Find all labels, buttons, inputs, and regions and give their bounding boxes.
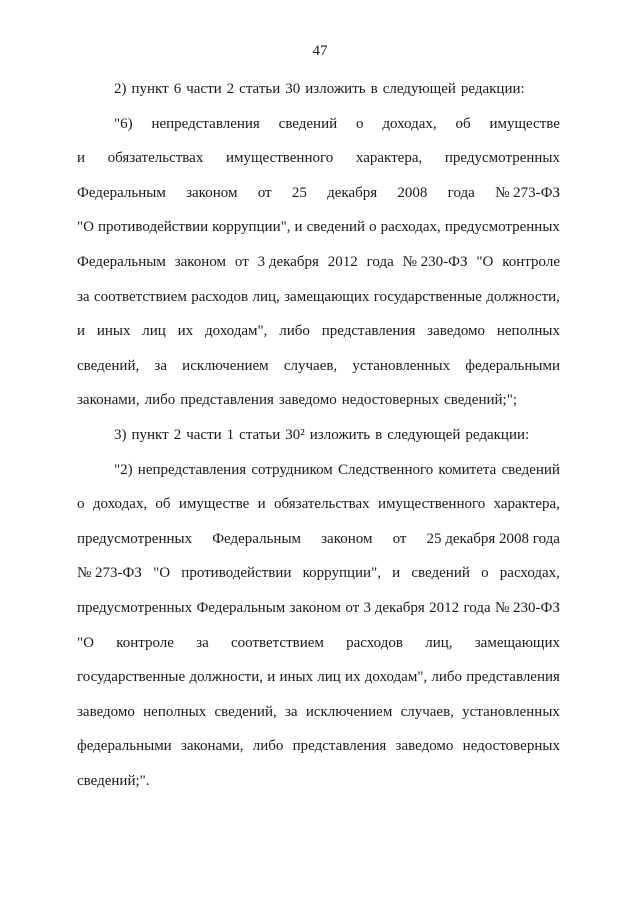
word: за (77, 288, 90, 305)
word: обязательствах (107, 150, 204, 167)
paragraph-item2 (77, 72, 560, 107)
word: либо (252, 738, 284, 755)
text-line (77, 522, 560, 557)
word: неполных (496, 323, 560, 340)
word: расходах, (380, 219, 441, 236)
word: пункт (131, 426, 169, 443)
word: "6) (114, 115, 133, 132)
text-line (77, 729, 560, 764)
text-line (77, 556, 560, 591)
text-line (77, 383, 560, 418)
word: "О (476, 253, 494, 270)
word: предусмотренных (77, 599, 193, 616)
word: № 273-ФЗ (495, 184, 560, 201)
word: в (370, 81, 378, 97)
text-line (77, 349, 560, 384)
text-line (77, 314, 560, 349)
word: расходов (346, 634, 403, 651)
text-line (77, 72, 560, 107)
word: характера, (355, 150, 423, 167)
word: сведений (306, 219, 366, 236)
word: и (294, 219, 303, 236)
word: и (77, 323, 86, 340)
word: редакции: (465, 426, 530, 443)
word: доходах, (382, 115, 437, 132)
word: редакции: (460, 81, 525, 97)
word: Федеральным (77, 253, 166, 270)
word: установленных (462, 703, 560, 720)
word: сведений (501, 461, 560, 478)
word: должности, (189, 669, 264, 686)
word: их (177, 323, 194, 340)
text-line (77, 280, 560, 315)
word: 3 декабря (257, 253, 319, 270)
word: имуществе (178, 496, 250, 513)
word: представления (292, 738, 387, 755)
word: декабря (327, 184, 378, 201)
word: 25 (291, 184, 307, 201)
word: следующей (387, 426, 461, 443)
word: статьи (239, 426, 281, 443)
word: замещающих (474, 634, 560, 651)
word: заведомо (395, 738, 454, 755)
word: законами, (180, 738, 244, 755)
word: иных (279, 669, 314, 686)
word: недостоверных (462, 738, 560, 755)
word: либо (279, 323, 310, 340)
word: расходов (191, 288, 249, 305)
word: обязательствах (274, 496, 370, 513)
word: № 230-ФЗ (402, 253, 468, 270)
word: государственные (373, 288, 482, 305)
word: иных (96, 323, 131, 340)
word: статьи (239, 81, 281, 97)
text-line (77, 245, 560, 280)
word: непредставления (137, 461, 247, 478)
word: законом (321, 530, 373, 547)
word: исключением (182, 357, 269, 374)
word: "О (153, 565, 171, 582)
word: и (267, 669, 276, 686)
word: об (455, 115, 471, 132)
word: 2 (173, 426, 182, 443)
word: случаев, (400, 703, 454, 720)
word: 2) (114, 81, 127, 97)
word: лиц, (425, 634, 453, 651)
word: сведений, (77, 357, 140, 374)
word: непредставления (151, 115, 260, 132)
text-line (77, 107, 560, 142)
word: сведений (278, 115, 338, 132)
word: и (77, 150, 86, 167)
word: заведомо (278, 392, 337, 409)
word: "О (77, 219, 94, 236)
word: законами, (77, 392, 140, 409)
word: от (257, 184, 272, 201)
word: и (257, 496, 266, 513)
text-line (77, 695, 560, 730)
word: заведомо (77, 703, 135, 720)
text-line (77, 626, 560, 661)
word: государственные (77, 669, 186, 686)
word: их (345, 669, 361, 686)
word: недостоверных (341, 392, 440, 409)
word: о (355, 115, 364, 132)
word: имущественного (225, 150, 334, 167)
word: случаев, (283, 357, 338, 374)
text-line (77, 418, 560, 453)
word: имущественного (377, 496, 486, 513)
word: Федеральным (196, 599, 286, 616)
word: должности, (486, 288, 560, 305)
word: контроле (116, 634, 174, 651)
word: от (234, 253, 249, 270)
word: либо (431, 669, 463, 686)
word: представления (180, 392, 274, 409)
word: и (392, 565, 401, 582)
word: представления (321, 323, 416, 340)
word: законом (289, 599, 341, 616)
word: за (284, 703, 298, 720)
word: 6 (173, 81, 182, 97)
word: предусмотренных (444, 150, 560, 167)
paragraph-item2-text (77, 107, 560, 418)
word: законом (186, 184, 238, 201)
word: доходам", (364, 669, 428, 686)
word: предусмотренных (77, 530, 193, 547)
paragraph-item3-text (77, 453, 560, 799)
word: федеральными (77, 738, 172, 755)
word: характера, (493, 496, 560, 513)
word: имуществе (489, 115, 560, 132)
word: сведений;". (77, 772, 150, 789)
text-line (77, 453, 560, 488)
word: № 230-ФЗ (494, 599, 560, 616)
word: Федеральным (77, 184, 166, 201)
word: лиц (317, 669, 341, 686)
word: за (196, 634, 209, 651)
word: 2012 (327, 253, 358, 270)
word: сведений, (214, 703, 277, 720)
word: о (77, 496, 85, 513)
word: о (369, 219, 377, 236)
word: части (186, 81, 222, 97)
word: коррупции", (302, 565, 381, 582)
word: комитета (438, 461, 497, 478)
word: доходам", (205, 323, 268, 340)
word: от (345, 599, 360, 616)
word: соответствием (93, 288, 187, 305)
word: заведомо (427, 323, 486, 340)
document-body (77, 72, 560, 798)
word: 1 (226, 426, 235, 443)
word: исключением (305, 703, 393, 720)
word: года (447, 184, 475, 201)
word: 25 декабря 2008 года (426, 530, 560, 547)
word: неполных (143, 703, 207, 720)
word: от (392, 530, 407, 547)
word: 30 (285, 81, 301, 97)
word: коррупции", (212, 219, 291, 236)
word: 3) (114, 426, 127, 443)
word: за (154, 357, 167, 374)
word: сведений (411, 565, 470, 582)
word: противодействии (98, 219, 209, 236)
word: "О (77, 634, 94, 651)
text-line (77, 176, 560, 211)
word: 2012 (429, 599, 460, 616)
word: года (463, 599, 491, 616)
word: 3 декабря (363, 599, 425, 616)
word: федеральными (465, 357, 560, 374)
word: № 273-ФЗ (77, 565, 142, 582)
word: части (186, 426, 222, 443)
word: года (366, 253, 394, 270)
word: 2 (226, 81, 235, 97)
word: либо (144, 392, 176, 409)
word: доходах, (92, 496, 148, 513)
word: об (155, 496, 171, 513)
word: лиц, (252, 288, 280, 305)
word: Федеральным (212, 530, 302, 547)
word: 30² (285, 426, 305, 443)
text-line (77, 591, 560, 626)
word: законом (174, 253, 227, 270)
word: пункт (131, 81, 169, 97)
word: о (481, 565, 489, 582)
word: Следственного (337, 461, 434, 478)
paragraph-item3 (77, 418, 560, 453)
word: изложить (305, 81, 366, 97)
text-line (77, 210, 560, 245)
word: 2008 (397, 184, 428, 201)
word: предусмотренных (444, 219, 560, 236)
text-line (77, 764, 560, 799)
word: противодействии (181, 565, 292, 582)
word: лиц (142, 323, 166, 340)
word: представления (466, 669, 560, 686)
word: следующей (382, 81, 456, 97)
word: контроле (502, 253, 560, 270)
word: сведений;"; (444, 392, 517, 409)
word: замещающих (284, 288, 370, 305)
word: в (375, 426, 383, 443)
text-line (77, 487, 560, 522)
word: расходах, (499, 565, 560, 582)
text-line (77, 660, 560, 695)
word: соответствием (231, 634, 324, 651)
page-number: 47 (312, 43, 328, 59)
text-line (77, 141, 560, 176)
word: сотрудником (251, 461, 333, 478)
word: установленных (352, 357, 451, 374)
word: изложить (309, 426, 371, 443)
word: "2) (114, 461, 133, 478)
